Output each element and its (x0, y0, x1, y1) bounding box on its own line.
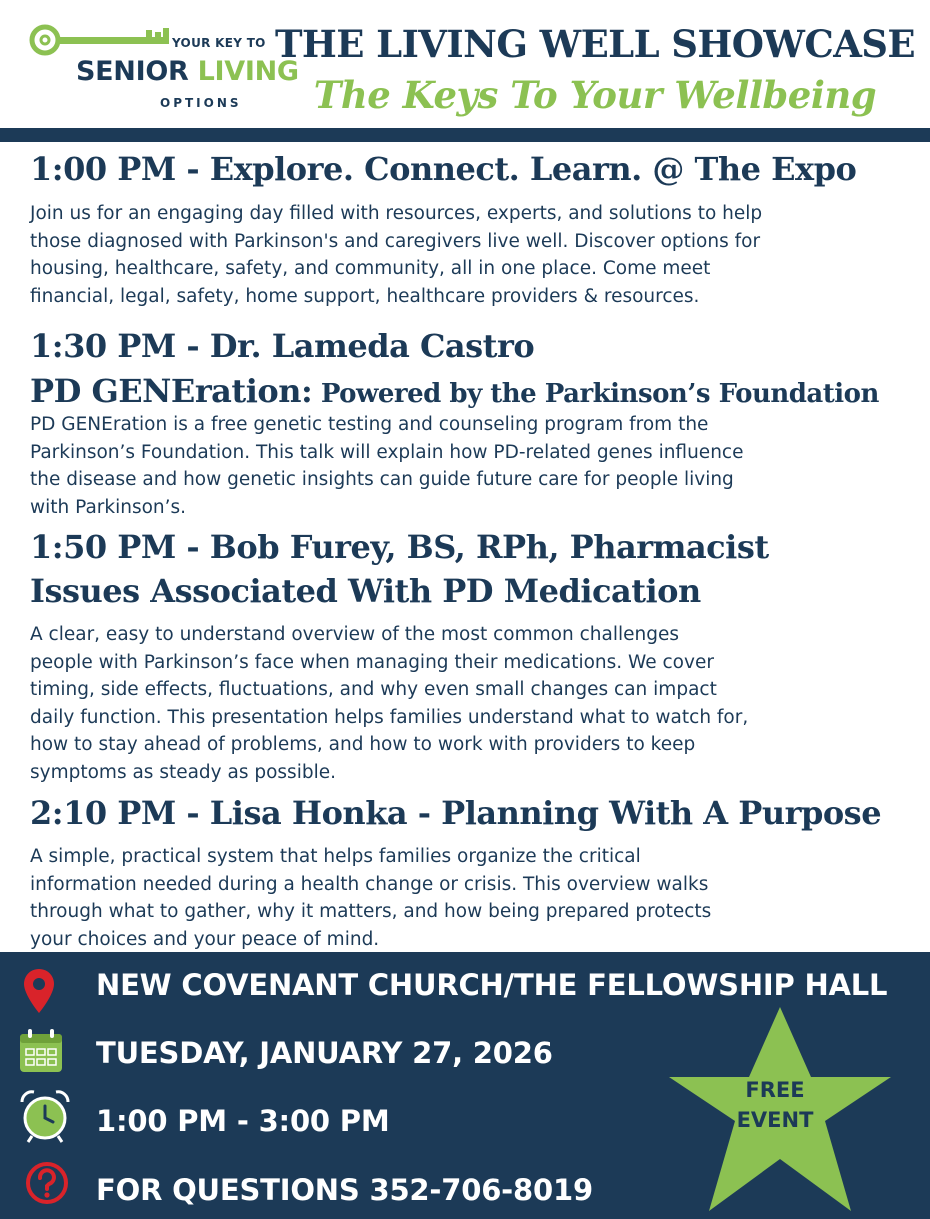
session-3-title-main: Issues Associated With PD Medication (30, 572, 701, 610)
text-line: your choices and your peace of mind. (30, 928, 380, 950)
session-2-title-main: PD GENEration: (30, 372, 313, 410)
contact-phone: FOR QUESTIONS 352-706-8019 (96, 1173, 593, 1207)
page-subtitle: The Keys To Your Wellbeing (313, 73, 877, 117)
logo-living-word: LIVING (197, 56, 299, 87)
text-line: through what to gather, why it matters, and how being prepared protects (30, 901, 712, 922)
text-line: financial, legal, safety, home support, healthcare providers & resources. (30, 285, 700, 307)
badge-line-1: FREE (745, 1078, 805, 1102)
session-1-description (30, 200, 762, 310)
text-line: housing, healthcare, safety, and community, all in one place. Come meet (30, 258, 711, 279)
text-line: Join us for an engaging day filled with resources, experts, and solutions to help (30, 203, 763, 224)
session-3-title (30, 572, 701, 610)
logo-wordmark (76, 56, 299, 87)
text-line: the disease and how genetic insights can guide future care for people living (30, 469, 734, 490)
calendar-icon (18, 1028, 64, 1074)
header-divider (0, 128, 930, 142)
session-3-heading: 1:50 PM - Bob Furey, BS, RPh, Pharmacist (30, 528, 769, 566)
text-line: information needed during a health change or crisis. This overview walks (30, 873, 709, 895)
session-2-title (30, 372, 879, 410)
session-4-heading: 2:10 PM - Lisa Honka - Planning With A Purpose (30, 794, 882, 832)
alarm-clock-icon (18, 1088, 72, 1144)
event-location: NEW COVENANT CHURCH/THE FELLOWSHIP HALL (96, 968, 888, 1002)
text-line: A simple, practical system that helps families organize the critical (30, 846, 641, 867)
page-title: THE LIVING WELL SHOWCASE (275, 22, 916, 66)
event-time: 1:00 PM - 3:00 PM (96, 1104, 390, 1138)
text-line: A clear, easy to understand overview of the most common challenges (30, 624, 679, 645)
logo-options: OPTIONS (160, 96, 242, 110)
session-2-description (30, 411, 743, 521)
session-1-heading: 1:00 PM - Explore. Connect. Learn. @ The Expo (30, 150, 857, 188)
logo (28, 22, 299, 117)
session-2-heading: 1:30 PM - Dr. Lameda Castro (30, 327, 535, 365)
flyer-header (0, 0, 930, 128)
question-icon (24, 1160, 70, 1206)
text-line: symptoms as steady as possible. (30, 761, 336, 783)
text-line: how to stay ahead of problems, and how to work with providers to keep (30, 734, 696, 755)
text-line: Parkinson’s Foundation. This talk will explain how PD-related genes influence (30, 441, 744, 463)
text-line: daily function. This presentation helps families understand what to watch for, (30, 706, 749, 728)
session-3-description (30, 621, 748, 786)
text-line: with Parkinson’s. (30, 496, 187, 518)
text-line: people with Parkinson’s face when managing their medications. We cover (30, 651, 714, 673)
free-event-label (720, 1075, 830, 1135)
session-2-title-tagline: Powered by the Parkinson’s Foundation (312, 379, 879, 409)
session-4-description (30, 843, 711, 953)
text-line: those diagnosed with Parkinson's and caregivers live well. Discover options for (30, 230, 761, 252)
logo-senior-word: SENIOR (76, 56, 189, 87)
logo-tagline: YOUR KEY TO (172, 36, 266, 50)
map-pin-icon (22, 967, 56, 1015)
event-date: TUESDAY, JANUARY 27, 2026 (96, 1036, 553, 1070)
text-line: PD GENEration is a free genetic testing and counseling program from the (30, 414, 709, 435)
text-line: timing, side effects, fluctuations, and why even small changes can impact (30, 679, 717, 700)
badge-line-2: EVENT (736, 1108, 814, 1132)
